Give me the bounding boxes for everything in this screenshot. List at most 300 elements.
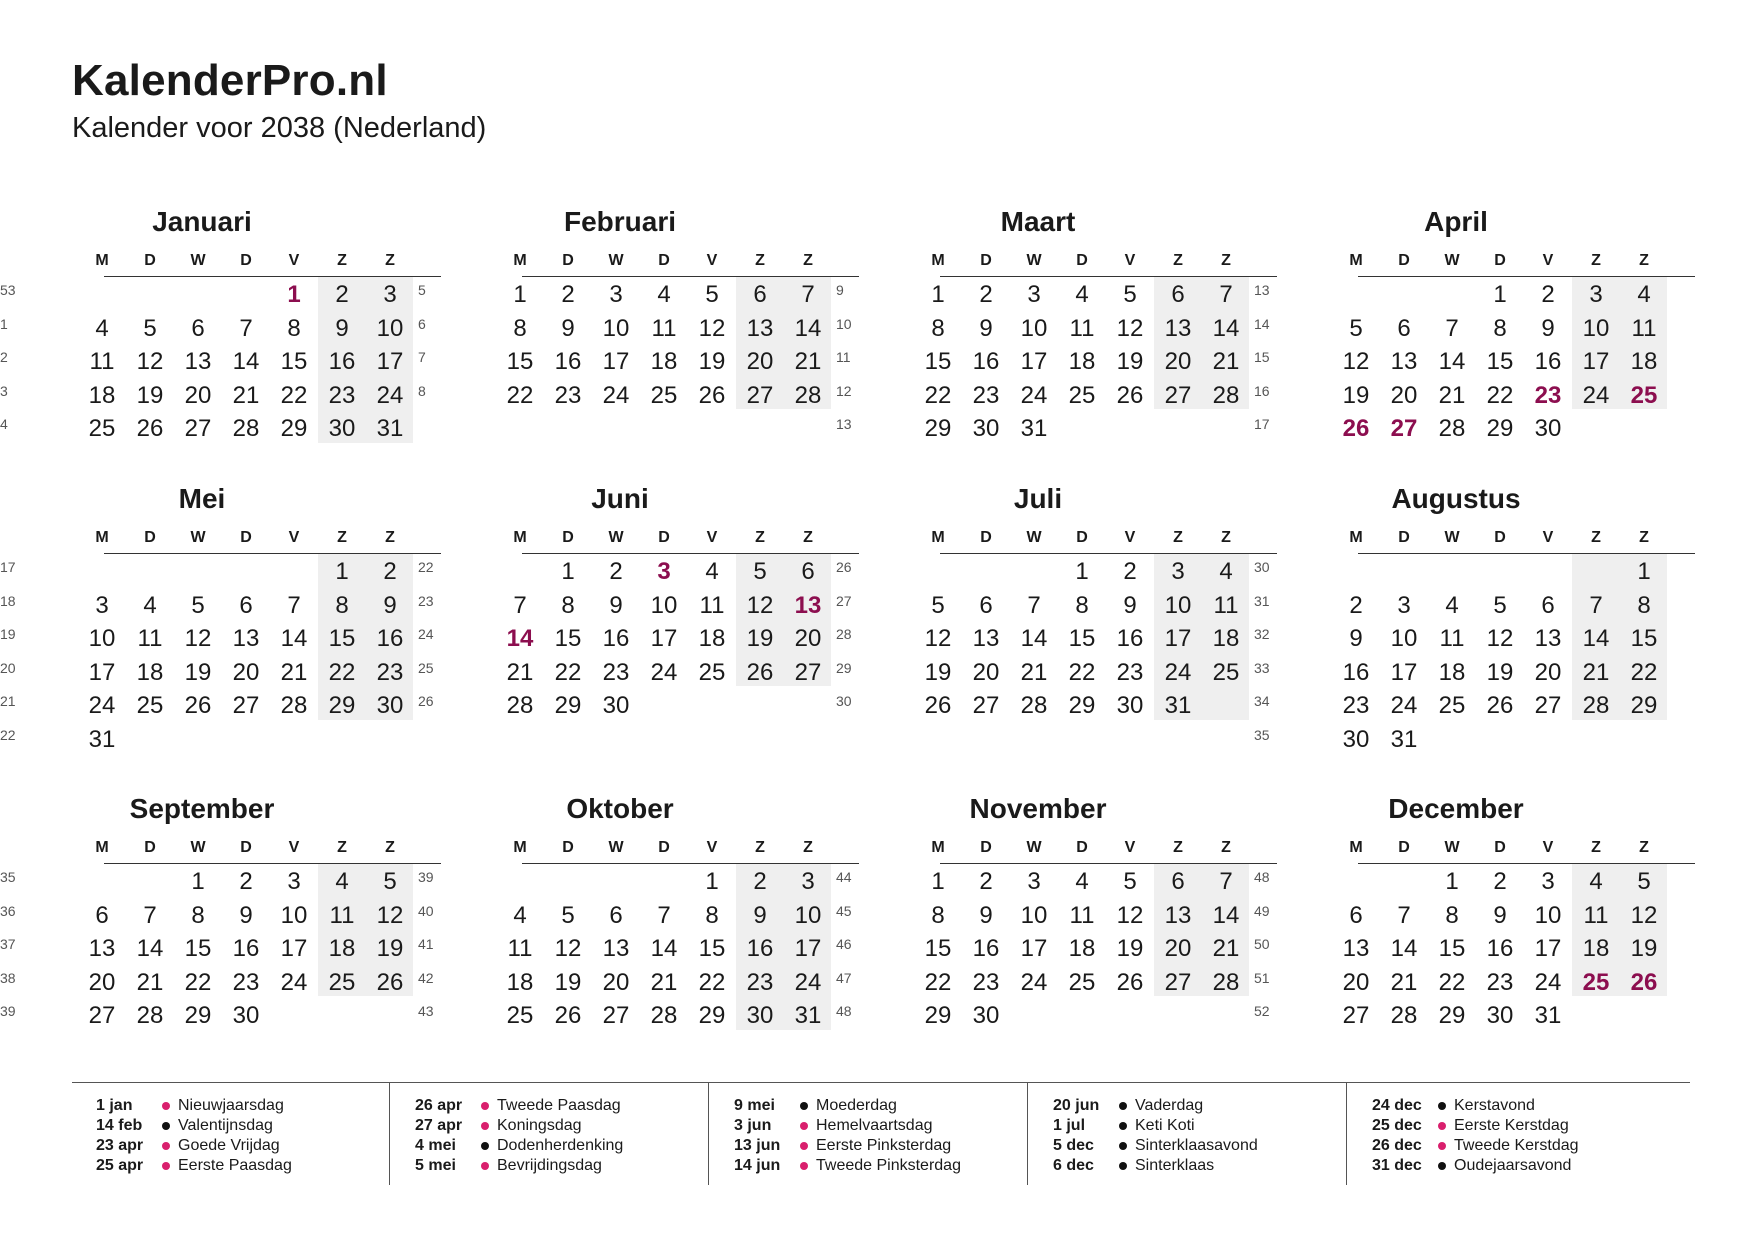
day-cell: 12 (1116, 314, 1144, 342)
holiday-name: Keti Koti (1135, 1117, 1195, 1134)
holiday-name: Hemelvaartsdag (816, 1117, 933, 1134)
day-cell: 21 (794, 348, 822, 375)
holiday-date: 5 dec (1053, 1137, 1094, 1154)
official-holiday-dot-icon (1438, 1142, 1446, 1150)
week-number: 13 (836, 416, 852, 432)
day-cell: 15 (328, 625, 356, 652)
weekday-label: D (1076, 839, 1088, 856)
day-cell: 29 (328, 692, 356, 719)
day-cell: 27 (1342, 1002, 1370, 1029)
day-cell: 21 (1212, 935, 1240, 962)
day-cell: 22 (1068, 658, 1096, 686)
day-cell: 7 (513, 591, 527, 619)
weekday-label: Z (1639, 529, 1649, 546)
week-number: 24 (418, 626, 434, 642)
week-number: 19 (0, 626, 16, 642)
week-number: 35 (1254, 726, 1270, 743)
day-cell: 15 (280, 348, 308, 375)
day-cell: 6 (1349, 901, 1363, 929)
day-cell: 25 (328, 968, 356, 996)
weekday-label: Z (755, 529, 765, 546)
day-cell: 28 (280, 692, 308, 719)
day-cell: 5 (1123, 868, 1137, 895)
day-cell: 11 (507, 935, 533, 962)
week-number: 16 (1254, 382, 1270, 399)
day-cell: 29 (1068, 692, 1096, 719)
weekday-label: W (190, 529, 206, 546)
day-cell: 25 (88, 415, 116, 442)
weekday-label: D (1398, 252, 1410, 269)
day-cell: 19 (698, 348, 726, 375)
day-cell: 12 (554, 935, 582, 962)
day-cell: 2 (753, 868, 767, 895)
day-cell: 9 (1541, 314, 1555, 342)
day-cell: 10 (376, 314, 404, 342)
holiday-column-divider (389, 1082, 390, 1185)
day-cell: 10 (1534, 901, 1562, 929)
day-cell: 18 (328, 935, 356, 962)
day-cell: 2 (239, 868, 253, 895)
day-cell: 21 (506, 658, 534, 686)
week-number: 27 (836, 592, 852, 609)
holiday-day-cell: 26 (1630, 968, 1658, 996)
week-number: 3 (0, 382, 8, 399)
day-cell: 23 (972, 968, 1000, 996)
day-cell: 7 (1589, 591, 1603, 619)
week-number: 17 (1254, 416, 1270, 432)
day-cell: 14 (280, 625, 308, 652)
day-cell: 29 (1486, 415, 1514, 442)
day-cell: 27 (1534, 692, 1562, 719)
day-cell: 5 (383, 868, 397, 895)
official-holiday-dot-icon (481, 1162, 489, 1170)
day-cell: 18 (650, 348, 678, 375)
day-cell: 18 (698, 625, 726, 652)
official-holiday-dot-icon (481, 1102, 489, 1110)
day-cell: 3 (1171, 558, 1185, 585)
weekday-label: W (1026, 529, 1042, 546)
day-cell: 6 (1171, 868, 1185, 895)
holiday-name: Tweede Pinksterdag (816, 1157, 961, 1174)
weekday-label: W (608, 529, 624, 546)
week-number: 20 (0, 659, 16, 676)
day-cell: 4 (1075, 868, 1089, 895)
day-cell: 26 (746, 658, 774, 686)
weekday-label: D (562, 529, 574, 546)
holiday-date: 14 feb (96, 1117, 143, 1134)
day-cell: 8 (1493, 314, 1507, 342)
day-cell: 5 (705, 281, 719, 308)
official-holiday-dot-icon (162, 1102, 170, 1110)
weekday-label: M (931, 529, 945, 546)
day-cell: 21 (1212, 348, 1240, 375)
day-cell: 11 (137, 625, 163, 652)
holiday-date: 3 jun (734, 1117, 772, 1134)
day-cell: 20 (232, 658, 260, 686)
day-cell: 17 (794, 935, 822, 962)
official-holiday-dot-icon (800, 1122, 808, 1130)
month-name: April (1424, 206, 1488, 237)
day-cell: 22 (328, 658, 356, 686)
holiday-date: 26 apr (415, 1097, 463, 1114)
weekday-label: Z (1173, 529, 1183, 546)
day-cell: 18 (1068, 935, 1096, 962)
day-cell: 16 (1534, 348, 1562, 375)
week-number: 23 (418, 592, 434, 609)
day-cell: 1 (513, 281, 527, 308)
day-cell: 6 (1397, 314, 1411, 342)
week-number: 18 (0, 592, 16, 609)
day-cell: 23 (1486, 968, 1514, 996)
day-cell: 1 (931, 868, 945, 895)
weekday-label: M (931, 252, 945, 269)
day-cell: 12 (1342, 348, 1370, 375)
day-cell: 11 (651, 314, 677, 342)
weekday-label: M (1349, 529, 1363, 546)
day-cell: 8 (1075, 591, 1089, 619)
day-cell: 3 (287, 868, 301, 895)
day-cell: 31 (376, 415, 404, 442)
day-cell: 30 (1342, 725, 1370, 753)
week-number: 21 (0, 693, 16, 709)
weekday-label: Z (385, 252, 395, 269)
day-cell: 23 (328, 381, 356, 409)
official-holiday-dot-icon (800, 1142, 808, 1150)
weekday-label: M (1349, 839, 1363, 856)
day-cell: 28 (1438, 415, 1466, 442)
month-name: Oktober (566, 793, 674, 824)
weekday-label: D (240, 839, 252, 856)
week-number: 11 (836, 349, 851, 365)
day-cell: 14 (1212, 901, 1240, 929)
month-name: September (129, 793, 275, 824)
day-cell: 2 (1541, 281, 1555, 308)
holiday-name: Dodenherdenking (497, 1137, 624, 1154)
observance-dot-icon (481, 1142, 489, 1150)
day-cell: 30 (328, 415, 356, 442)
day-cell: 12 (924, 625, 952, 652)
day-cell: 19 (924, 658, 952, 686)
day-cell: 22 (554, 658, 582, 686)
day-cell: 21 (1582, 658, 1610, 686)
day-cell: 8 (335, 591, 349, 619)
weekday-label: M (513, 529, 527, 546)
day-cell: 15 (698, 935, 726, 962)
day-cell: 20 (794, 625, 822, 652)
week-number: 50 (1254, 936, 1270, 952)
week-number: 15 (1254, 349, 1270, 365)
weekday-label: D (980, 839, 992, 856)
day-cell: 16 (1116, 625, 1144, 652)
day-cell: 20 (1390, 381, 1418, 409)
holiday-date: 1 jan (96, 1097, 133, 1114)
weekday-label: Z (337, 252, 347, 269)
day-cell: 10 (1164, 591, 1192, 619)
weekday-label: D (240, 529, 252, 546)
week-number: 34 (1254, 693, 1270, 709)
week-number: 13 (1254, 282, 1270, 298)
day-cell: 30 (232, 1002, 260, 1029)
weekday-label: M (95, 529, 109, 546)
week-number: 30 (836, 693, 852, 709)
day-cell: 5 (753, 558, 767, 585)
day-cell: 21 (1438, 381, 1466, 409)
weekday-label: Z (385, 529, 395, 546)
day-cell: 27 (794, 658, 822, 686)
day-cell: 16 (972, 348, 1000, 375)
week-number: 10 (836, 315, 852, 332)
holiday-name: Kerstavond (1454, 1097, 1535, 1114)
day-cell: 26 (698, 381, 726, 409)
day-cell: 11 (1439, 625, 1465, 652)
day-cell: 8 (287, 314, 301, 342)
week-number: 12 (836, 382, 852, 399)
weekday-label: M (1349, 252, 1363, 269)
weekday-label: Z (755, 839, 765, 856)
weekday-label: V (1542, 839, 1554, 856)
day-cell: 8 (1445, 901, 1459, 929)
day-cell: 19 (1630, 935, 1658, 962)
weekday-label: M (95, 839, 109, 856)
day-cell: 18 (88, 381, 116, 409)
day-cell: 11 (1631, 314, 1657, 342)
weekday-label: Z (803, 529, 813, 546)
holiday-column (710, 1096, 1023, 1186)
day-cell: 21 (136, 968, 164, 996)
day-cell: 5 (1637, 868, 1651, 895)
day-cell: 2 (609, 558, 623, 585)
day-cell: 23 (1342, 692, 1370, 719)
day-cell: 18 (1212, 625, 1240, 652)
day-cell: 24 (1020, 381, 1048, 409)
day-cell: 15 (924, 935, 952, 962)
weekday-label: V (706, 839, 718, 856)
holiday-column (72, 1096, 385, 1186)
week-number: 47 (836, 969, 852, 986)
weekday-label: D (144, 529, 156, 546)
day-cell: 8 (931, 314, 945, 342)
day-cell: 7 (1219, 868, 1233, 895)
day-cell: 16 (602, 625, 630, 652)
day-cell: 3 (1027, 281, 1041, 308)
day-cell: 3 (1027, 868, 1041, 895)
day-cell: 23 (1116, 658, 1144, 686)
weekday-label: W (1444, 252, 1460, 269)
weekday-label: M (95, 252, 109, 269)
day-cell: 1 (191, 868, 205, 895)
day-cell: 12 (184, 625, 212, 652)
holiday-name: Eerste Pinksterdag (816, 1137, 952, 1154)
week-number: 39 (0, 1003, 16, 1019)
week-number: 48 (836, 1003, 852, 1019)
weekday-label: V (288, 252, 300, 269)
official-holiday-dot-icon (1438, 1122, 1446, 1130)
holiday-name: Moederdag (816, 1097, 897, 1114)
weekday-label: W (608, 252, 624, 269)
day-cell: 17 (1582, 348, 1610, 375)
day-cell: 29 (554, 692, 582, 719)
day-cell: 16 (232, 935, 260, 962)
day-cell: 13 (232, 625, 260, 652)
day-cell: 8 (705, 901, 719, 929)
day-cell: 6 (609, 901, 623, 929)
day-cell: 4 (1637, 281, 1651, 308)
day-cell: 18 (136, 658, 164, 686)
day-cell: 20 (1534, 658, 1562, 686)
day-cell: 6 (191, 314, 205, 342)
holiday-day-cell: 26 (1342, 415, 1370, 442)
weekday-label: Z (337, 529, 347, 546)
week-number: 41 (418, 936, 434, 952)
holiday-day-cell: 25 (1630, 381, 1658, 409)
day-cell: 3 (1397, 591, 1411, 619)
week-number: 6 (418, 315, 426, 332)
day-cell: 3 (95, 591, 109, 619)
day-cell: 11 (329, 901, 355, 929)
day-cell: 11 (1213, 591, 1239, 619)
day-cell: 20 (184, 381, 212, 409)
day-cell: 30 (1486, 1002, 1514, 1029)
day-cell: 26 (1116, 968, 1144, 996)
holiday-date: 27 apr (415, 1117, 463, 1134)
day-cell: 18 (1068, 348, 1096, 375)
weekday-label: M (513, 839, 527, 856)
day-cell: 14 (1390, 935, 1418, 962)
day-cell: 6 (801, 558, 815, 585)
day-cell: 18 (1438, 658, 1466, 686)
weekday-label: V (288, 839, 300, 856)
day-cell: 15 (1068, 625, 1096, 652)
day-cell: 22 (280, 381, 308, 409)
day-cell: 12 (1486, 625, 1514, 652)
day-cell: 29 (924, 415, 952, 442)
day-cell: 30 (1534, 415, 1562, 442)
day-cell: 13 (1534, 625, 1562, 652)
holiday-day-cell: 1 (287, 281, 301, 308)
day-cell: 24 (1390, 692, 1418, 719)
day-cell: 13 (972, 625, 1000, 652)
day-cell: 14 (1582, 625, 1610, 652)
holiday-date: 4 mei (415, 1137, 456, 1154)
day-cell: 15 (506, 348, 534, 375)
day-cell: 6 (239, 591, 253, 619)
week-number: 2 (0, 349, 8, 365)
day-cell: 28 (1020, 692, 1048, 719)
month-name: December (1388, 793, 1524, 824)
day-cell: 28 (506, 692, 534, 719)
week-number: 26 (836, 559, 852, 575)
holiday-day-cell: 3 (657, 558, 671, 585)
holiday-column (1029, 1096, 1342, 1186)
day-cell: 25 (136, 692, 164, 719)
weekday-label: Z (1639, 252, 1649, 269)
day-cell: 16 (328, 348, 356, 375)
day-cell: 20 (88, 968, 116, 996)
week-number: 31 (1254, 592, 1270, 609)
day-cell: 17 (280, 935, 308, 962)
day-cell: 8 (191, 901, 205, 929)
week-number: 14 (1254, 315, 1270, 332)
day-cell: 7 (239, 314, 253, 342)
month-name: Januari (152, 206, 252, 237)
weekday-label: Z (1173, 839, 1183, 856)
day-cell: 12 (746, 591, 774, 619)
weekday-label: M (931, 839, 945, 856)
day-cell: 2 (1123, 558, 1137, 585)
day-cell: 17 (376, 348, 404, 375)
day-cell: 27 (88, 1002, 116, 1029)
observance-dot-icon (1119, 1162, 1127, 1170)
holiday-day-cell: 14 (506, 625, 534, 652)
day-cell: 11 (1069, 901, 1095, 929)
week-number: 32 (1254, 626, 1270, 642)
day-cell: 26 (376, 968, 404, 996)
day-cell: 19 (376, 935, 404, 962)
day-cell: 17 (1020, 935, 1048, 962)
weekday-label: V (1124, 252, 1136, 269)
observance-dot-icon (1119, 1142, 1127, 1150)
week-number: 46 (836, 936, 852, 952)
day-cell: 11 (1069, 314, 1095, 342)
day-cell: 6 (95, 901, 109, 929)
weekday-label: M (513, 252, 527, 269)
day-cell: 11 (699, 591, 725, 619)
day-cell: 28 (1390, 1002, 1418, 1029)
day-cell: 7 (657, 901, 671, 929)
week-number: 39 (418, 869, 434, 885)
day-cell: 13 (1342, 935, 1370, 962)
weekday-label: Z (1591, 529, 1601, 546)
day-cell: 24 (376, 381, 404, 409)
day-cell: 23 (972, 381, 1000, 409)
day-cell: 4 (1075, 281, 1089, 308)
day-cell: 27 (1164, 381, 1192, 409)
day-cell: 29 (924, 1002, 952, 1029)
day-cell: 4 (1589, 868, 1603, 895)
day-cell: 9 (1493, 901, 1507, 929)
day-cell: 5 (1493, 591, 1507, 619)
day-cell: 5 (931, 591, 945, 619)
holiday-name: Vaderdag (1135, 1097, 1204, 1114)
day-cell: 9 (561, 314, 575, 342)
day-cell: 7 (1445, 314, 1459, 342)
weekday-label: D (562, 839, 574, 856)
weekday-label: D (144, 839, 156, 856)
day-cell: 24 (1534, 968, 1562, 996)
day-cell: 9 (753, 901, 767, 929)
holiday-day-cell: 13 (794, 591, 822, 619)
weekday-label: Z (803, 839, 813, 856)
day-cell: 2 (1349, 591, 1363, 619)
day-cell: 9 (239, 901, 253, 929)
week-number: 37 (0, 936, 16, 952)
day-cell: 26 (184, 692, 212, 719)
day-cell: 8 (561, 591, 575, 619)
day-cell: 28 (1582, 692, 1610, 719)
day-cell: 28 (1212, 968, 1240, 996)
weekday-label: D (1076, 529, 1088, 546)
day-cell: 14 (232, 348, 260, 375)
week-number: 53 (0, 282, 16, 298)
holiday-date: 31 dec (1372, 1157, 1422, 1174)
holiday-date: 13 jun (734, 1137, 781, 1154)
day-cell: 21 (232, 381, 260, 409)
day-cell: 31 (1390, 725, 1418, 753)
day-cell: 28 (232, 415, 260, 442)
week-number: 38 (0, 969, 16, 986)
week-number: 33 (1254, 659, 1270, 676)
holiday-name: Sinterklaasavond (1135, 1137, 1258, 1154)
